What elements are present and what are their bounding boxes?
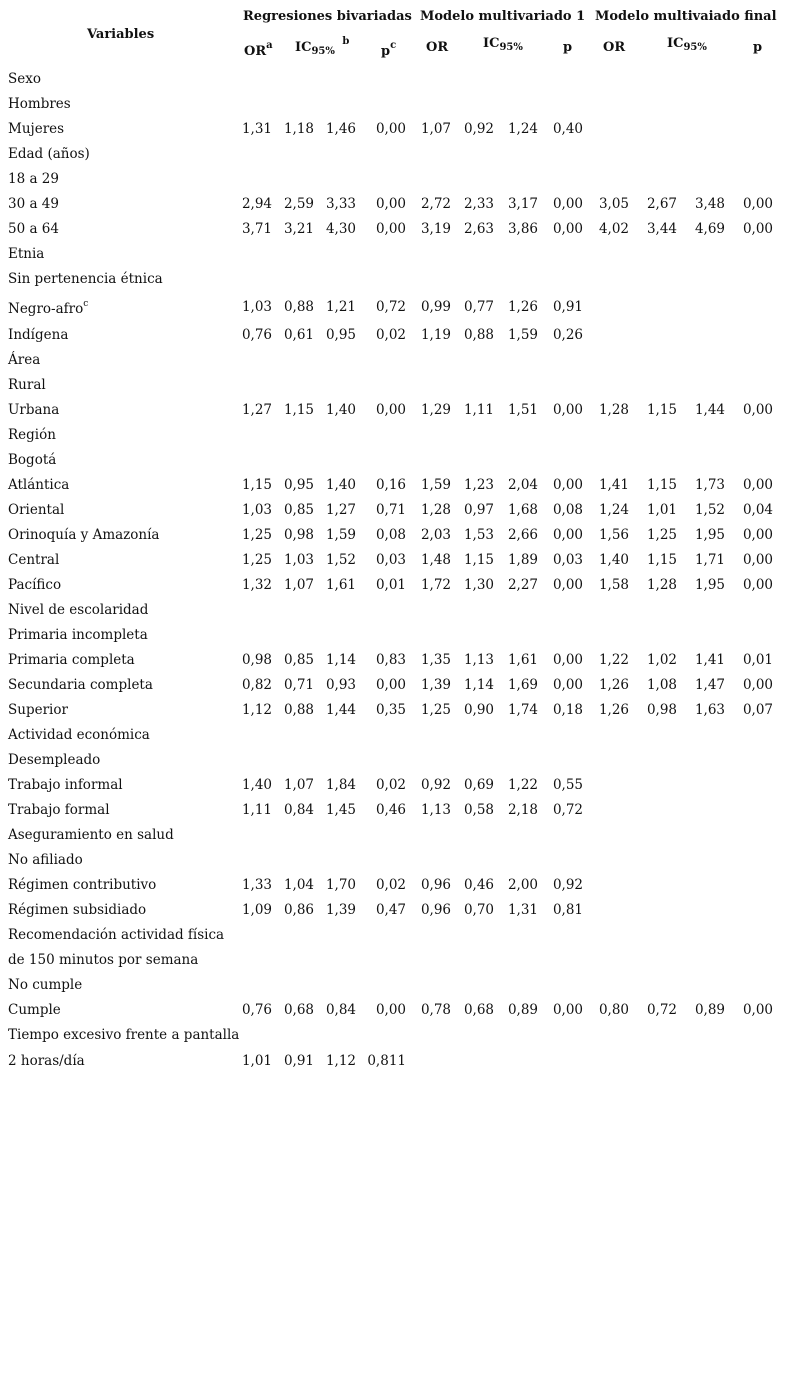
table-cell: 0,69 bbox=[463, 777, 494, 793]
table-cell: 0,96 bbox=[420, 877, 451, 893]
table-cell: 0,68 bbox=[463, 1002, 494, 1018]
table-row bbox=[0, 802, 786, 827]
row-label: No afiliado bbox=[8, 852, 83, 868]
table-cell: 3,21 bbox=[283, 221, 314, 237]
table-cell: 0,61 bbox=[283, 327, 314, 343]
row-label: Sexo bbox=[8, 71, 41, 87]
table-cell: 2,67 bbox=[646, 196, 677, 212]
table-cell: 3,33 bbox=[325, 196, 356, 212]
table-cell: 0,71 bbox=[283, 677, 314, 693]
row-label: Pacífico bbox=[8, 577, 62, 593]
table-cell: 0,00 bbox=[375, 196, 406, 212]
table-cell: 1,58 bbox=[598, 577, 629, 593]
row-label: Desempleado bbox=[8, 752, 101, 768]
table-cell: 1,01 bbox=[241, 1053, 272, 1069]
table-cell: 1,15 bbox=[646, 552, 677, 568]
table-row bbox=[0, 877, 786, 902]
table-cell: 0,08 bbox=[552, 502, 583, 518]
table-cell: 3,44 bbox=[646, 221, 677, 237]
table-cell: 0,96 bbox=[420, 902, 451, 918]
table-cell: 0,70 bbox=[463, 902, 494, 918]
table-cell: 0,92 bbox=[420, 777, 451, 793]
row-label: Trabajo informal bbox=[8, 777, 123, 793]
row-label: Primaria completa bbox=[8, 652, 135, 668]
table-cell: 1,39 bbox=[420, 677, 451, 693]
table-cell: 1,03 bbox=[241, 299, 272, 315]
table-cell: 0,00 bbox=[375, 677, 406, 693]
table-cell: 0,86 bbox=[283, 902, 314, 918]
row-label: Superior bbox=[8, 702, 68, 718]
header-col-or: OR bbox=[426, 40, 449, 55]
table-cell: 0,00 bbox=[742, 577, 773, 593]
table-cell: 0,00 bbox=[742, 677, 773, 693]
table-cell: 0,83 bbox=[375, 652, 406, 668]
table-cell: 1,19 bbox=[420, 327, 451, 343]
table-cell: 0,97 bbox=[463, 502, 494, 518]
table-cell: 1,73 bbox=[694, 477, 725, 493]
table-cell: 0,00 bbox=[742, 527, 773, 543]
table-row bbox=[0, 477, 786, 502]
table-cell: 1,27 bbox=[241, 402, 272, 418]
table-cell: 1,31 bbox=[241, 121, 272, 137]
table-row bbox=[0, 427, 786, 452]
header-col-ic: $IC_{95\%}$ bbox=[667, 36, 707, 53]
table-cell: 0,00 bbox=[375, 121, 406, 137]
table-cell: 4,02 bbox=[598, 221, 629, 237]
header-col-p: p bbox=[753, 40, 763, 55]
table-cell: 1,59 bbox=[420, 477, 451, 493]
row-label: Secundaria completa bbox=[8, 677, 153, 693]
table-cell: 1,40 bbox=[241, 777, 272, 793]
table-cell: 1,28 bbox=[420, 502, 451, 518]
table-cell: 2,63 bbox=[463, 221, 494, 237]
table-cell: 3,05 bbox=[598, 196, 629, 212]
table-cell: 0,00 bbox=[552, 477, 583, 493]
table-cell: 0,93 bbox=[325, 677, 356, 693]
row-label: Central bbox=[8, 552, 60, 568]
table-cell: 1,47 bbox=[694, 677, 725, 693]
table-cell: 0,98 bbox=[241, 652, 272, 668]
row-label: Régimen subsidiado bbox=[8, 902, 147, 918]
row-label: Recomendación actividad física bbox=[8, 927, 225, 943]
table-row bbox=[0, 171, 786, 196]
table-cell: 1,53 bbox=[463, 527, 494, 543]
table-row bbox=[0, 752, 786, 777]
table-cell: 0,89 bbox=[507, 1002, 538, 1018]
table-cell: 1,44 bbox=[694, 402, 725, 418]
header-group-bivariate: Regresiones bivariadas bbox=[243, 9, 412, 24]
row-label: Edad (años) bbox=[8, 146, 90, 162]
table-cell: 0,40 bbox=[552, 121, 583, 137]
table-cell: 0,00 bbox=[375, 402, 406, 418]
row-label: 18 a 29 bbox=[8, 171, 59, 187]
table-row bbox=[0, 627, 786, 652]
table-cell: 1,30 bbox=[463, 577, 494, 593]
table-cell: 1,44 bbox=[325, 702, 356, 718]
table-cell: 0,03 bbox=[552, 552, 583, 568]
table-cell: 0,01 bbox=[742, 652, 773, 668]
table-cell: 0,46 bbox=[375, 802, 406, 818]
table-cell: 0,08 bbox=[375, 527, 406, 543]
table-cell: 0,91 bbox=[283, 1053, 314, 1069]
table-cell: 1,15 bbox=[283, 402, 314, 418]
table-cell: 1,03 bbox=[241, 502, 272, 518]
table-cell: 2,66 bbox=[507, 527, 538, 543]
row-label: Rural bbox=[8, 377, 46, 393]
table-cell: 0,00 bbox=[742, 552, 773, 568]
table-cell: 0,88 bbox=[283, 702, 314, 718]
table-cell: 0,98 bbox=[283, 527, 314, 543]
table-cell: 0,92 bbox=[463, 121, 494, 137]
table-row bbox=[0, 827, 786, 852]
table-cell: 0,00 bbox=[552, 221, 583, 237]
row-label: Urbana bbox=[8, 402, 60, 418]
table-cell: 1,18 bbox=[283, 121, 314, 137]
table-cell: 0,26 bbox=[552, 327, 583, 343]
table-cell: 3,17 bbox=[507, 196, 538, 212]
table-cell: 0,07 bbox=[742, 702, 773, 718]
row-label: Aseguramiento en salud bbox=[8, 827, 174, 843]
table-row bbox=[0, 777, 786, 802]
table-row bbox=[0, 727, 786, 752]
table-cell: 3,71 bbox=[241, 221, 272, 237]
table-cell: 1,09 bbox=[241, 902, 272, 918]
row-label: Atlántica bbox=[8, 477, 70, 493]
table-cell: 1,25 bbox=[420, 702, 451, 718]
row-label: 50 a 64 bbox=[8, 221, 59, 237]
table-cell: 1,13 bbox=[420, 802, 451, 818]
table-cell: 0,00 bbox=[375, 221, 406, 237]
table-cell: 1,74 bbox=[507, 702, 538, 718]
row-label: Nivel de escolaridad bbox=[8, 602, 149, 618]
table-cell: 1,22 bbox=[507, 777, 538, 793]
table-row bbox=[0, 271, 786, 296]
table-cell: 1,26 bbox=[598, 677, 629, 693]
table-cell: 0,00 bbox=[742, 477, 773, 493]
table-cell: 1,28 bbox=[598, 402, 629, 418]
row-label: Primaria incompleta bbox=[8, 627, 148, 643]
table-cell: 1,27 bbox=[325, 502, 356, 518]
table-cell: 2,00 bbox=[507, 877, 538, 893]
table-cell: 1,89 bbox=[507, 552, 538, 568]
table-cell: 0,811 bbox=[367, 1053, 406, 1069]
table-cell: 2,04 bbox=[507, 477, 538, 493]
table-cell: 1,25 bbox=[241, 527, 272, 543]
table-row bbox=[0, 352, 786, 377]
table-cell: 1,14 bbox=[463, 677, 494, 693]
table-row bbox=[0, 196, 786, 221]
table-cell: 1,41 bbox=[694, 652, 725, 668]
table-cell: 1,15 bbox=[646, 477, 677, 493]
table-cell: 0,84 bbox=[325, 1002, 356, 1018]
table-row bbox=[0, 952, 786, 977]
table-cell: 1,11 bbox=[463, 402, 494, 418]
table-cell: 1,26 bbox=[598, 702, 629, 718]
header-col-or: OR bbox=[603, 40, 626, 55]
table-cell: 1,39 bbox=[325, 902, 356, 918]
table-cell: 0,01 bbox=[375, 577, 406, 593]
table-cell: 0,95 bbox=[283, 477, 314, 493]
table-row bbox=[0, 452, 786, 477]
table-cell: 1,33 bbox=[241, 877, 272, 893]
table-cell: 1,46 bbox=[325, 121, 356, 137]
table-cell: 1,24 bbox=[598, 502, 629, 518]
table-cell: 1,01 bbox=[646, 502, 677, 518]
table-row bbox=[0, 71, 786, 96]
table-cell: 0,91 bbox=[552, 299, 583, 315]
table-cell: 0,00 bbox=[742, 402, 773, 418]
table-cell: 1,59 bbox=[325, 527, 356, 543]
table-cell: 1,08 bbox=[646, 677, 677, 693]
table-row bbox=[0, 146, 786, 171]
table-cell: 0,85 bbox=[283, 502, 314, 518]
table-cell: 0,00 bbox=[552, 677, 583, 693]
table-cell: 0,46 bbox=[463, 877, 494, 893]
table-cell: 1,63 bbox=[694, 702, 725, 718]
table-cell: 1,26 bbox=[507, 299, 538, 315]
table-cell: 1,07 bbox=[420, 121, 451, 137]
table-cell: 1,56 bbox=[598, 527, 629, 543]
row-label: Oriental bbox=[8, 502, 65, 518]
table-cell: 1,32 bbox=[241, 577, 272, 593]
table-cell: 1,69 bbox=[507, 677, 538, 693]
table-cell: 0,72 bbox=[646, 1002, 677, 1018]
table-cell: 0,47 bbox=[375, 902, 406, 918]
table-cell: 0,88 bbox=[463, 327, 494, 343]
row-label: Hombres bbox=[8, 96, 71, 112]
header-group-model1: Modelo multivariado 1 bbox=[420, 9, 586, 24]
table-row bbox=[0, 652, 786, 677]
row-label: Negro-afro$^c$ bbox=[8, 299, 89, 317]
table-cell: 1,72 bbox=[420, 577, 451, 593]
table-cell: 0,55 bbox=[552, 777, 583, 793]
row-label: Sin pertenencia étnica bbox=[8, 271, 163, 287]
header-col-ic: $IC_{95\%}$ bbox=[483, 36, 523, 53]
table-cell: 1,29 bbox=[420, 402, 451, 418]
table-cell: 0,00 bbox=[552, 577, 583, 593]
table-cell: 1,59 bbox=[507, 327, 538, 343]
row-label-footnote: c bbox=[83, 299, 89, 309]
header-col-or: $OR^a$ bbox=[244, 40, 273, 59]
table-cell: 0,03 bbox=[375, 552, 406, 568]
table-row bbox=[0, 327, 786, 352]
table-cell: 1,24 bbox=[507, 121, 538, 137]
table-row bbox=[0, 246, 786, 271]
row-label: Tiempo excesivo frente a pantalla bbox=[8, 1027, 240, 1043]
header-group-final: Modelo multivaiado final bbox=[595, 9, 777, 24]
table-cell: 0,72 bbox=[375, 299, 406, 315]
table-cell: 1,45 bbox=[325, 802, 356, 818]
table-cell: 0,92 bbox=[552, 877, 583, 893]
header-col-p: p bbox=[563, 40, 573, 55]
table-row bbox=[0, 221, 786, 246]
table-cell: 2,03 bbox=[420, 527, 451, 543]
row-label: Etnia bbox=[8, 246, 45, 262]
header-variables: Variables bbox=[87, 27, 155, 42]
table-cell: 0,16 bbox=[375, 477, 406, 493]
table-cell: 0,00 bbox=[742, 1002, 773, 1018]
table-row bbox=[0, 577, 786, 602]
table-cell: 1,31 bbox=[507, 902, 538, 918]
table-row bbox=[0, 902, 786, 927]
table-cell: 0,82 bbox=[241, 677, 272, 693]
table-row bbox=[0, 677, 786, 702]
table-cell: 0,78 bbox=[420, 1002, 451, 1018]
table-cell: 2,18 bbox=[507, 802, 538, 818]
table-cell: 0,02 bbox=[375, 327, 406, 343]
row-label: Bogotá bbox=[8, 452, 57, 468]
table-cell: 1,84 bbox=[325, 777, 356, 793]
table-cell: 1,12 bbox=[241, 702, 272, 718]
row-label: Régimen contributivo bbox=[8, 877, 157, 893]
row-label: Actividad económica bbox=[8, 727, 150, 743]
table-cell: 1,15 bbox=[241, 477, 272, 493]
table-row bbox=[0, 1053, 786, 1078]
table-cell: 0,00 bbox=[552, 652, 583, 668]
table-row bbox=[0, 852, 786, 877]
table-row bbox=[0, 299, 786, 324]
table-cell: 1,40 bbox=[598, 552, 629, 568]
table-cell: 1,03 bbox=[283, 552, 314, 568]
table-cell: 0,58 bbox=[463, 802, 494, 818]
table-row bbox=[0, 121, 786, 146]
table-cell: 1,51 bbox=[507, 402, 538, 418]
table-cell: 1,07 bbox=[283, 577, 314, 593]
table-cell: 1,11 bbox=[241, 802, 272, 818]
table-cell: 0,00 bbox=[742, 221, 773, 237]
table-cell: 1,52 bbox=[694, 502, 725, 518]
table-cell: 1,95 bbox=[694, 577, 725, 593]
header-col-ic: $IC_{95\%}$ $^b$ bbox=[295, 36, 350, 57]
table-cell: 1,68 bbox=[507, 502, 538, 518]
table-cell: 0,02 bbox=[375, 877, 406, 893]
table-cell: 1,70 bbox=[325, 877, 356, 893]
table-row bbox=[0, 602, 786, 627]
table-cell: 0,84 bbox=[283, 802, 314, 818]
table-row bbox=[0, 702, 786, 727]
table-row bbox=[0, 977, 786, 1002]
table-cell: 1,07 bbox=[283, 777, 314, 793]
table-cell: 2,59 bbox=[283, 196, 314, 212]
header-col-p: $p^c$ bbox=[381, 40, 397, 59]
table-cell: 1,25 bbox=[241, 552, 272, 568]
row-label: No cumple bbox=[8, 977, 83, 993]
table-cell: 0,00 bbox=[552, 196, 583, 212]
table-row bbox=[0, 1027, 786, 1052]
table-cell: 0,04 bbox=[742, 502, 773, 518]
row-label: de 150 minutos por semana bbox=[8, 952, 199, 968]
table-cell: 0,00 bbox=[552, 402, 583, 418]
table-row bbox=[0, 377, 786, 402]
table-cell: 1,14 bbox=[325, 652, 356, 668]
table-row bbox=[0, 527, 786, 552]
row-label: Trabajo formal bbox=[8, 802, 110, 818]
table-cell: 4,69 bbox=[694, 221, 725, 237]
table-cell: 0,77 bbox=[463, 299, 494, 315]
table-cell: 1,40 bbox=[325, 402, 356, 418]
table-cell: 0,02 bbox=[375, 777, 406, 793]
table-cell: 0,71 bbox=[375, 502, 406, 518]
table-cell: 0,90 bbox=[463, 702, 494, 718]
table-row bbox=[0, 552, 786, 577]
table-cell: 1,61 bbox=[507, 652, 538, 668]
table-cell: 1,04 bbox=[283, 877, 314, 893]
table-cell: 1,48 bbox=[420, 552, 451, 568]
row-label: Indígena bbox=[8, 327, 69, 343]
table-cell: 0,89 bbox=[694, 1002, 725, 1018]
table-cell: 0,95 bbox=[325, 327, 356, 343]
table-cell: 1,15 bbox=[463, 552, 494, 568]
table-cell: 0,81 bbox=[552, 902, 583, 918]
table-row bbox=[0, 502, 786, 527]
table-cell: 1,23 bbox=[463, 477, 494, 493]
table-cell: 0,85 bbox=[283, 652, 314, 668]
table-cell: 1,41 bbox=[598, 477, 629, 493]
table-cell: 0,76 bbox=[241, 327, 272, 343]
row-label: Mujeres bbox=[8, 121, 65, 137]
table-cell: 0,72 bbox=[552, 802, 583, 818]
table-cell: 2,27 bbox=[507, 577, 538, 593]
table-cell: 1,52 bbox=[325, 552, 356, 568]
table-row bbox=[0, 927, 786, 952]
row-label: 2 horas/día bbox=[8, 1053, 85, 1069]
table-cell: 1,15 bbox=[646, 402, 677, 418]
row-label: Cumple bbox=[8, 1002, 61, 1018]
table-cell: 0,99 bbox=[420, 299, 451, 315]
table-cell: 0,00 bbox=[552, 1002, 583, 1018]
row-label: Área bbox=[8, 352, 41, 368]
table-cell: 1,12 bbox=[325, 1053, 356, 1069]
table-cell: 1,02 bbox=[646, 652, 677, 668]
table-cell: 0,76 bbox=[241, 1002, 272, 1018]
table-cell: 1,35 bbox=[420, 652, 451, 668]
table-cell: 4,30 bbox=[325, 221, 356, 237]
row-label: Orinoquía y Amazonía bbox=[8, 527, 160, 543]
table-cell: 1,13 bbox=[463, 652, 494, 668]
table-cell: 0,00 bbox=[552, 527, 583, 543]
table-cell: 2,94 bbox=[241, 196, 272, 212]
table-cell: 0,68 bbox=[283, 1002, 314, 1018]
table-cell: 2,33 bbox=[463, 196, 494, 212]
table-cell: 1,40 bbox=[325, 477, 356, 493]
table-cell: 0,80 bbox=[598, 1002, 629, 1018]
table-cell: 0,35 bbox=[375, 702, 406, 718]
table-row bbox=[0, 96, 786, 121]
table-cell: 3,86 bbox=[507, 221, 538, 237]
table-cell: 3,19 bbox=[420, 221, 451, 237]
table-cell: 1,61 bbox=[325, 577, 356, 593]
table-cell: 0,18 bbox=[552, 702, 583, 718]
table-row bbox=[0, 1002, 786, 1027]
table-cell: 2,72 bbox=[420, 196, 451, 212]
row-label: 30 a 49 bbox=[8, 196, 59, 212]
row-label: Región bbox=[8, 427, 56, 443]
table-cell: 3,48 bbox=[694, 196, 725, 212]
table-cell: 0,00 bbox=[375, 1002, 406, 1018]
table-cell: 1,21 bbox=[325, 299, 356, 315]
table-cell: 0,00 bbox=[742, 196, 773, 212]
table-cell: 0,88 bbox=[283, 299, 314, 315]
table-cell: 1,71 bbox=[694, 552, 725, 568]
table-cell: 1,25 bbox=[646, 527, 677, 543]
table-cell: 1,22 bbox=[598, 652, 629, 668]
table-cell: 1,95 bbox=[694, 527, 725, 543]
table-row bbox=[0, 402, 786, 427]
table-cell: 1,28 bbox=[646, 577, 677, 593]
table-cell: 0,98 bbox=[646, 702, 677, 718]
